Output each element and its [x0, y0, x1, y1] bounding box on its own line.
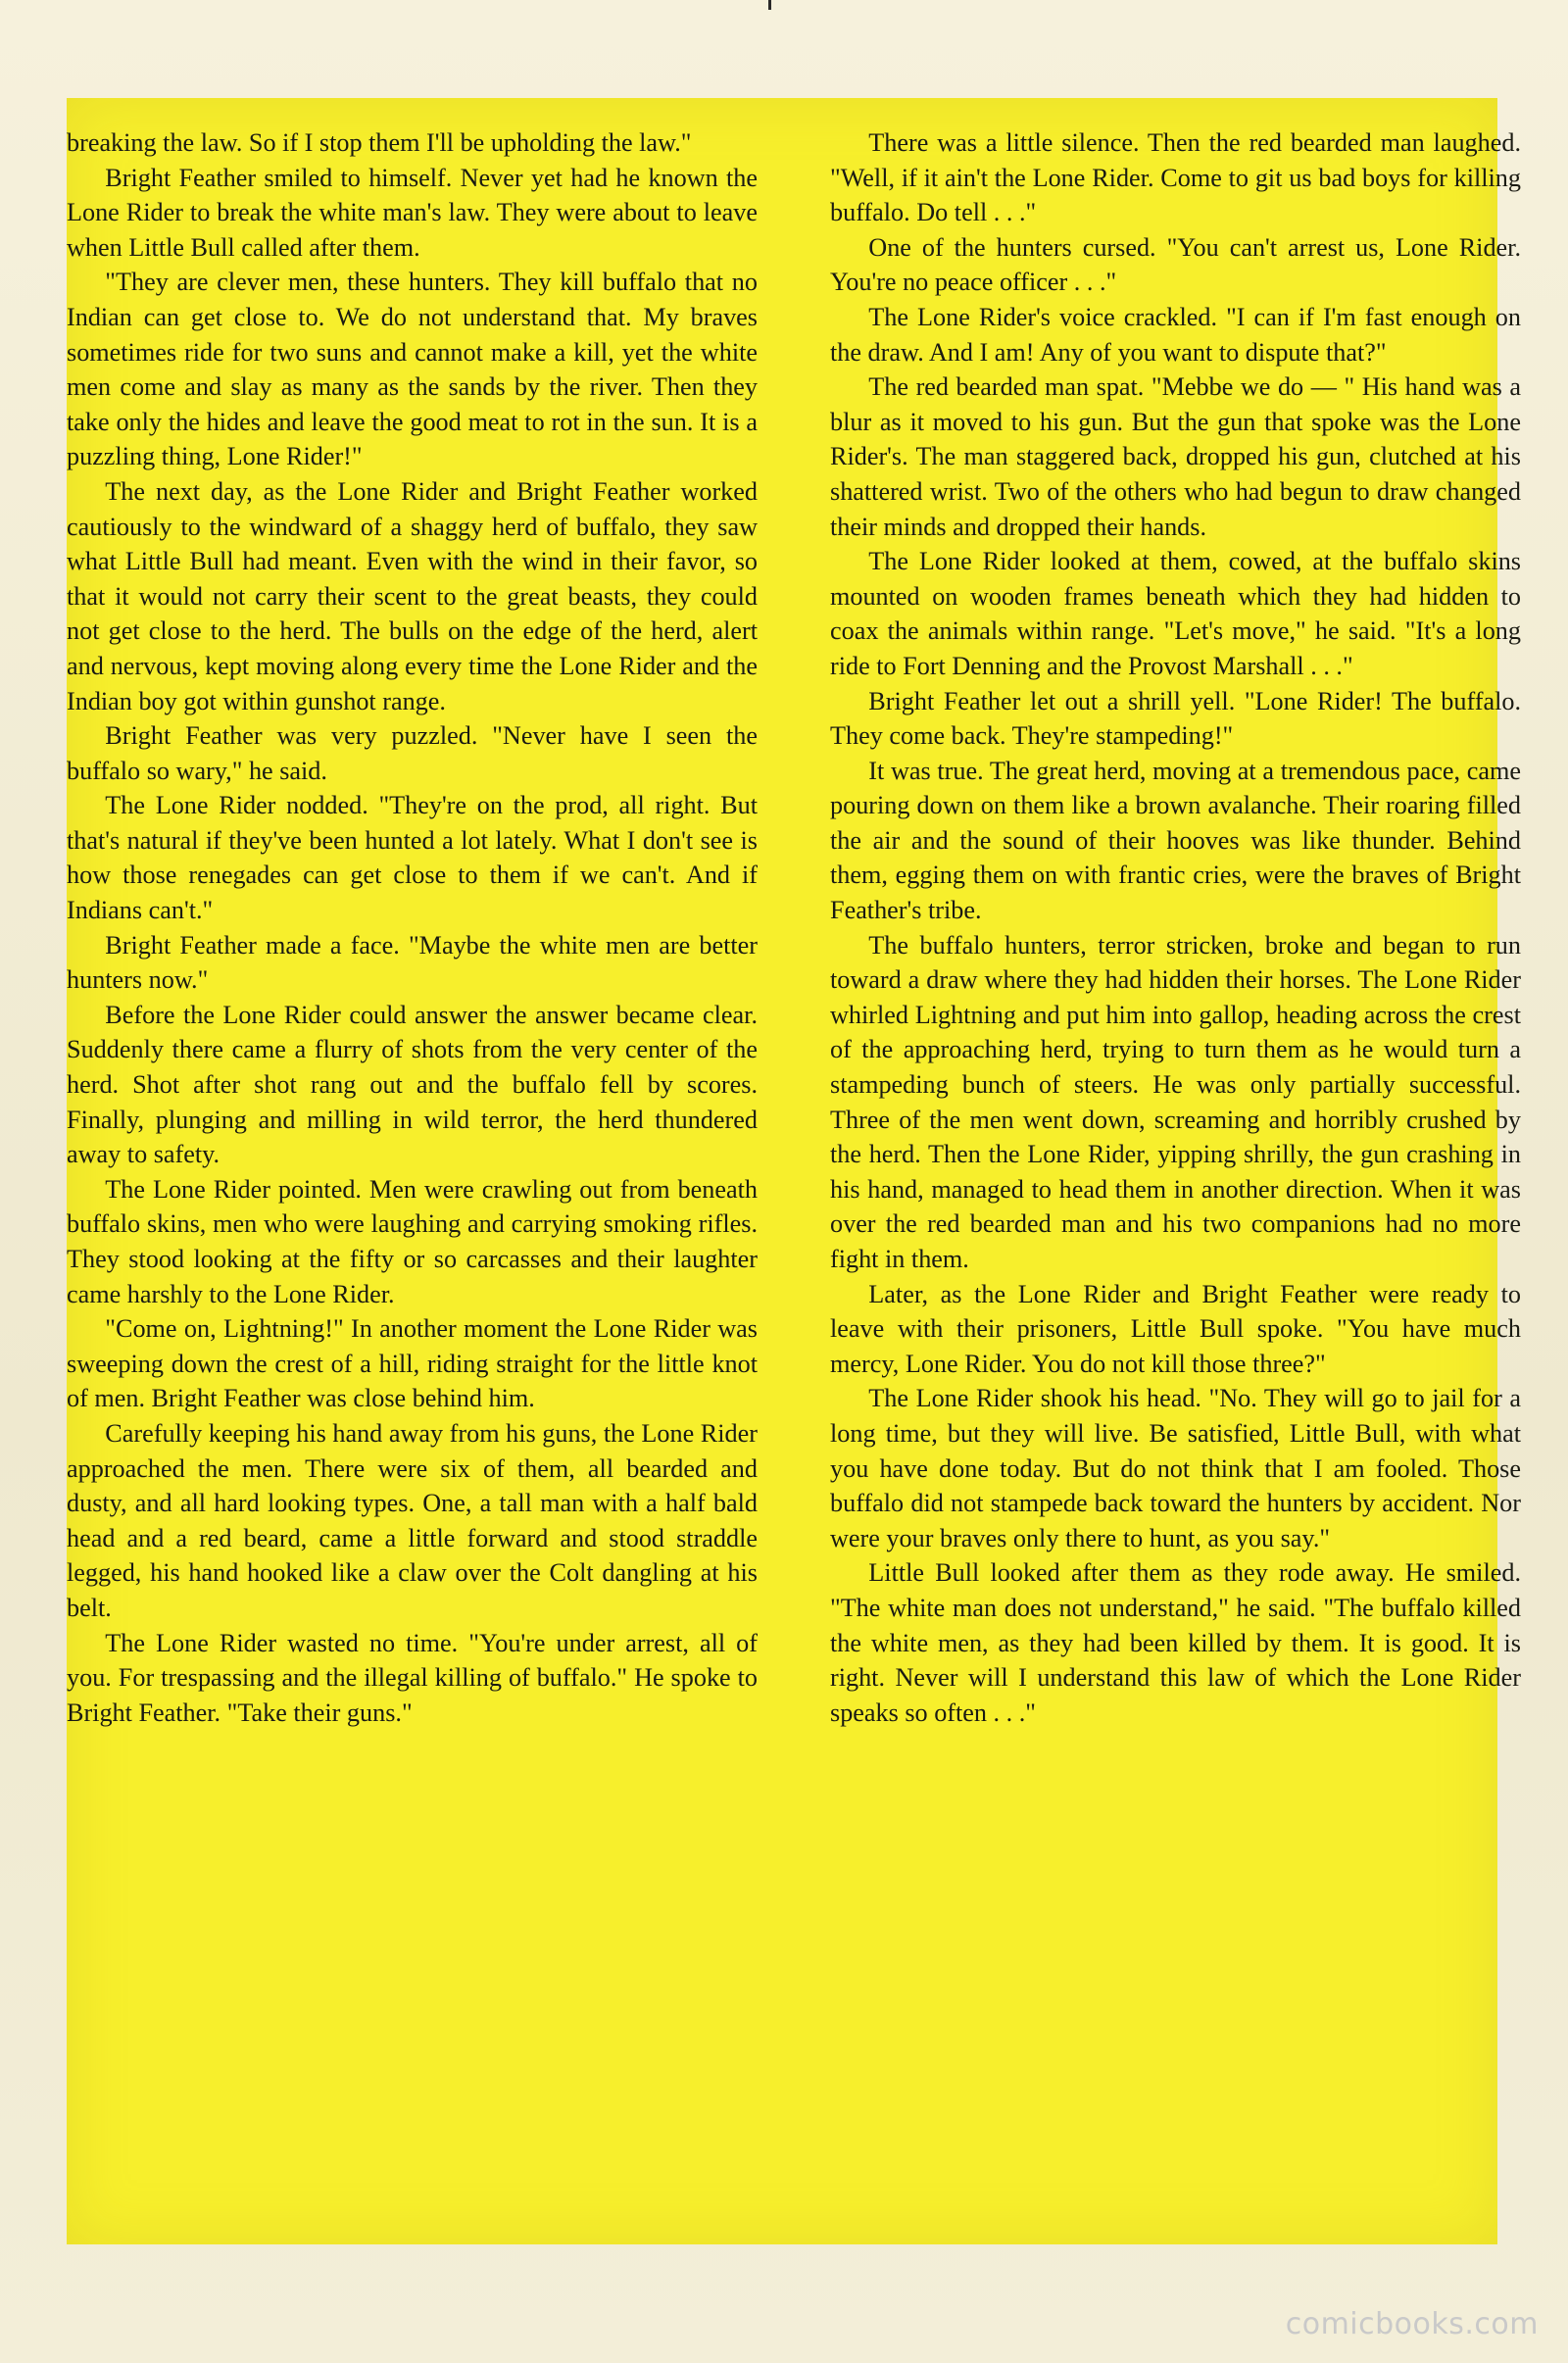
- paragraph: Bright Feather made a face. "Maybe the white men are better hunters now.": [67, 930, 758, 995]
- paragraph: The next day, as the Lone Rider and Bright Feather worked cautiously to the windward of a shaggy herd of buffalo, they saw what Little Bull had meant. Even with the wind in their favor, so that it would not carry their scent to the great beasts, they could not get close to the herd. The bulls on the edge of the herd, alert and nervous, kept moving along every time the Lone Rider and the Indian boy got within gunshot range.: [67, 476, 758, 715]
- paragraph: Bright Feather smiled to himself. Never yet had he known the Lone Rider to break the white man's law. They were about to leave when Little Bull called after them.: [67, 163, 758, 262]
- paragraph: The Lone Rider pointed. Men were crawling out from beneath buffalo skins, men who were laughing and carrying smoking rifles. They stood looking at the fifty or so carcasses and their laughter came harshly to the Lone Rider.: [67, 1174, 758, 1308]
- paragraph: The Lone Rider looked at them, cowed, at the buffalo skins mounted on wooden frames beneath which they had hidden to coax the animals within range. "Let's move," he said. "It's a long ride to Fort Denning and the Provost Marshall . . .": [830, 547, 1521, 680]
- paragraph: The Lone Rider's voice crackled. "I can if I'm fast enough on the draw. And I am! Any of you want to dispute that?": [830, 302, 1521, 367]
- paragraph: There was a little silence. Then the red bearded man laughed. "Well, if it ain't the Lone Rider. Come to git us bad boys for killing buffalo. Do tell . . .": [830, 128, 1521, 227]
- paragraph: The Lone Rider shook his head. "No. They will go to jail for a long time, but they will live. Be satisfied, Little Bull, with what you have done today. But do not think that I am fooled. Those buffalo did not stampede back toward the hunters by accident. Nor were your braves only there to hunt, as you say.": [830, 1384, 1521, 1552]
- right-text-column: [830, 125, 1521, 1730]
- paragraph: breaking the law. So if I stop them I'll be upholding the law.": [67, 128, 692, 157]
- paragraph: Little Bull looked after them as they rode away. He smiled. "The white man does not understand," he said. "The buffalo killed the white men, as they had been killed by them. It is good. It is right. Never will I understand this law of which the Lone Rider speaks so often . . .": [830, 1558, 1521, 1727]
- paragraph: One of the hunters cursed. "You can't arrest us, Lone Rider. You're no peace officer . . .": [830, 232, 1521, 297]
- paragraph: The Lone Rider nodded. "They're on the prod, all right. But that's natural if they've been hunted a lot lately. What I don't see is how those renegades can get close to them if we can't. And if Indians can't.": [67, 791, 758, 925]
- paragraph: "Come on, Lightning!" In another moment the Lone Rider was sweeping down the crest of a hill, riding straight for the little knot of men. Bright Feather was close behind him.: [67, 1314, 758, 1413]
- paragraph: Carefully keeping his hand away from his guns, the Lone Rider approached the men. There were six of them, all bearded and dusty, and all hard looking types. One, a tall man with a half bald head and a red beard, came a little forward and stood straddle legged, his hand hooked like a claw over the Colt dangling at his belt.: [67, 1418, 758, 1622]
- paragraph: The red bearded man spat. "Mebbe we do — " His hand was a blur as it moved to his gun. But the gun that spoke was the Lone Rider's. The man staggered back, dropped his gun, clutched at his shattered wrist. Two of the others who had begun to draw changed their minds and dropped their hands.: [830, 372, 1521, 541]
- paragraph: Later, as the Lone Rider and Bright Feather were ready to leave with their prisoners, Little Bull spoke. "You have much mercy, Lone Rider. You do not kill those three?": [830, 1279, 1521, 1378]
- paragraph: It was true. The great herd, moving at a tremendous pace, came pouring down on them like a brown avalanche. Their roaring filled the air and the sound of their hooves was like thunder. Behind them, egging them on with frantic cries, were the braves of Bright Feather's tribe.: [830, 756, 1521, 925]
- paragraph: Bright Feather was very puzzled. "Never have I seen the buffalo so wary," he said.: [67, 721, 758, 785]
- paragraph: The buffalo hunters, terror stricken, broke and began to run toward a draw where they had hidden their horses. The Lone Rider whirled Lightning and put him into gallop, heading across the crest of the approaching herd, trying to turn them as he would turn a stampeding bunch of steers. He was only partially successful. Three of the men went down, screaming and horribly crushed by the herd. Then the Lone Rider, yipping shrilly, the gun crashing in his hand, managed to head them in another direction. When it was over the red bearded man and his two companions had no more fight in them.: [830, 930, 1521, 1273]
- paragraph: The Lone Rider wasted no time. "You're under arrest, all of you. For trespassing and the illegal killing of buffalo." He spoke to Bright Feather. "Take their guns.": [67, 1628, 758, 1727]
- paragraph: "They are clever men, these hunters. They kill buffalo that no Indian can get close to. We do not understand that. My braves sometimes ride for two suns and cannot make a kill, yet the white men come and slay as many as the sands by the river. Then they take only the hides and leave the good meat to rot in the sun. It is a puzzling thing, Lone Rider!": [67, 268, 758, 471]
- left-text-column: [67, 125, 758, 1730]
- watermark: comicbooks.com: [1285, 2307, 1539, 2341]
- paragraph: Bright Feather let out a shrill yell. "Lone Rider! The buffalo. They come back. They're stampeding!": [830, 686, 1521, 751]
- paragraph: Before the Lone Rider could answer the answer became clear. Suddenly there came a flurry of shots from the very center of the herd. Shot after shot rang out and the buffalo fell by scores. Finally, plunging and milling in wild terror, the herd thundered away to safety.: [67, 1000, 758, 1169]
- page-top-mark: [768, 0, 771, 10]
